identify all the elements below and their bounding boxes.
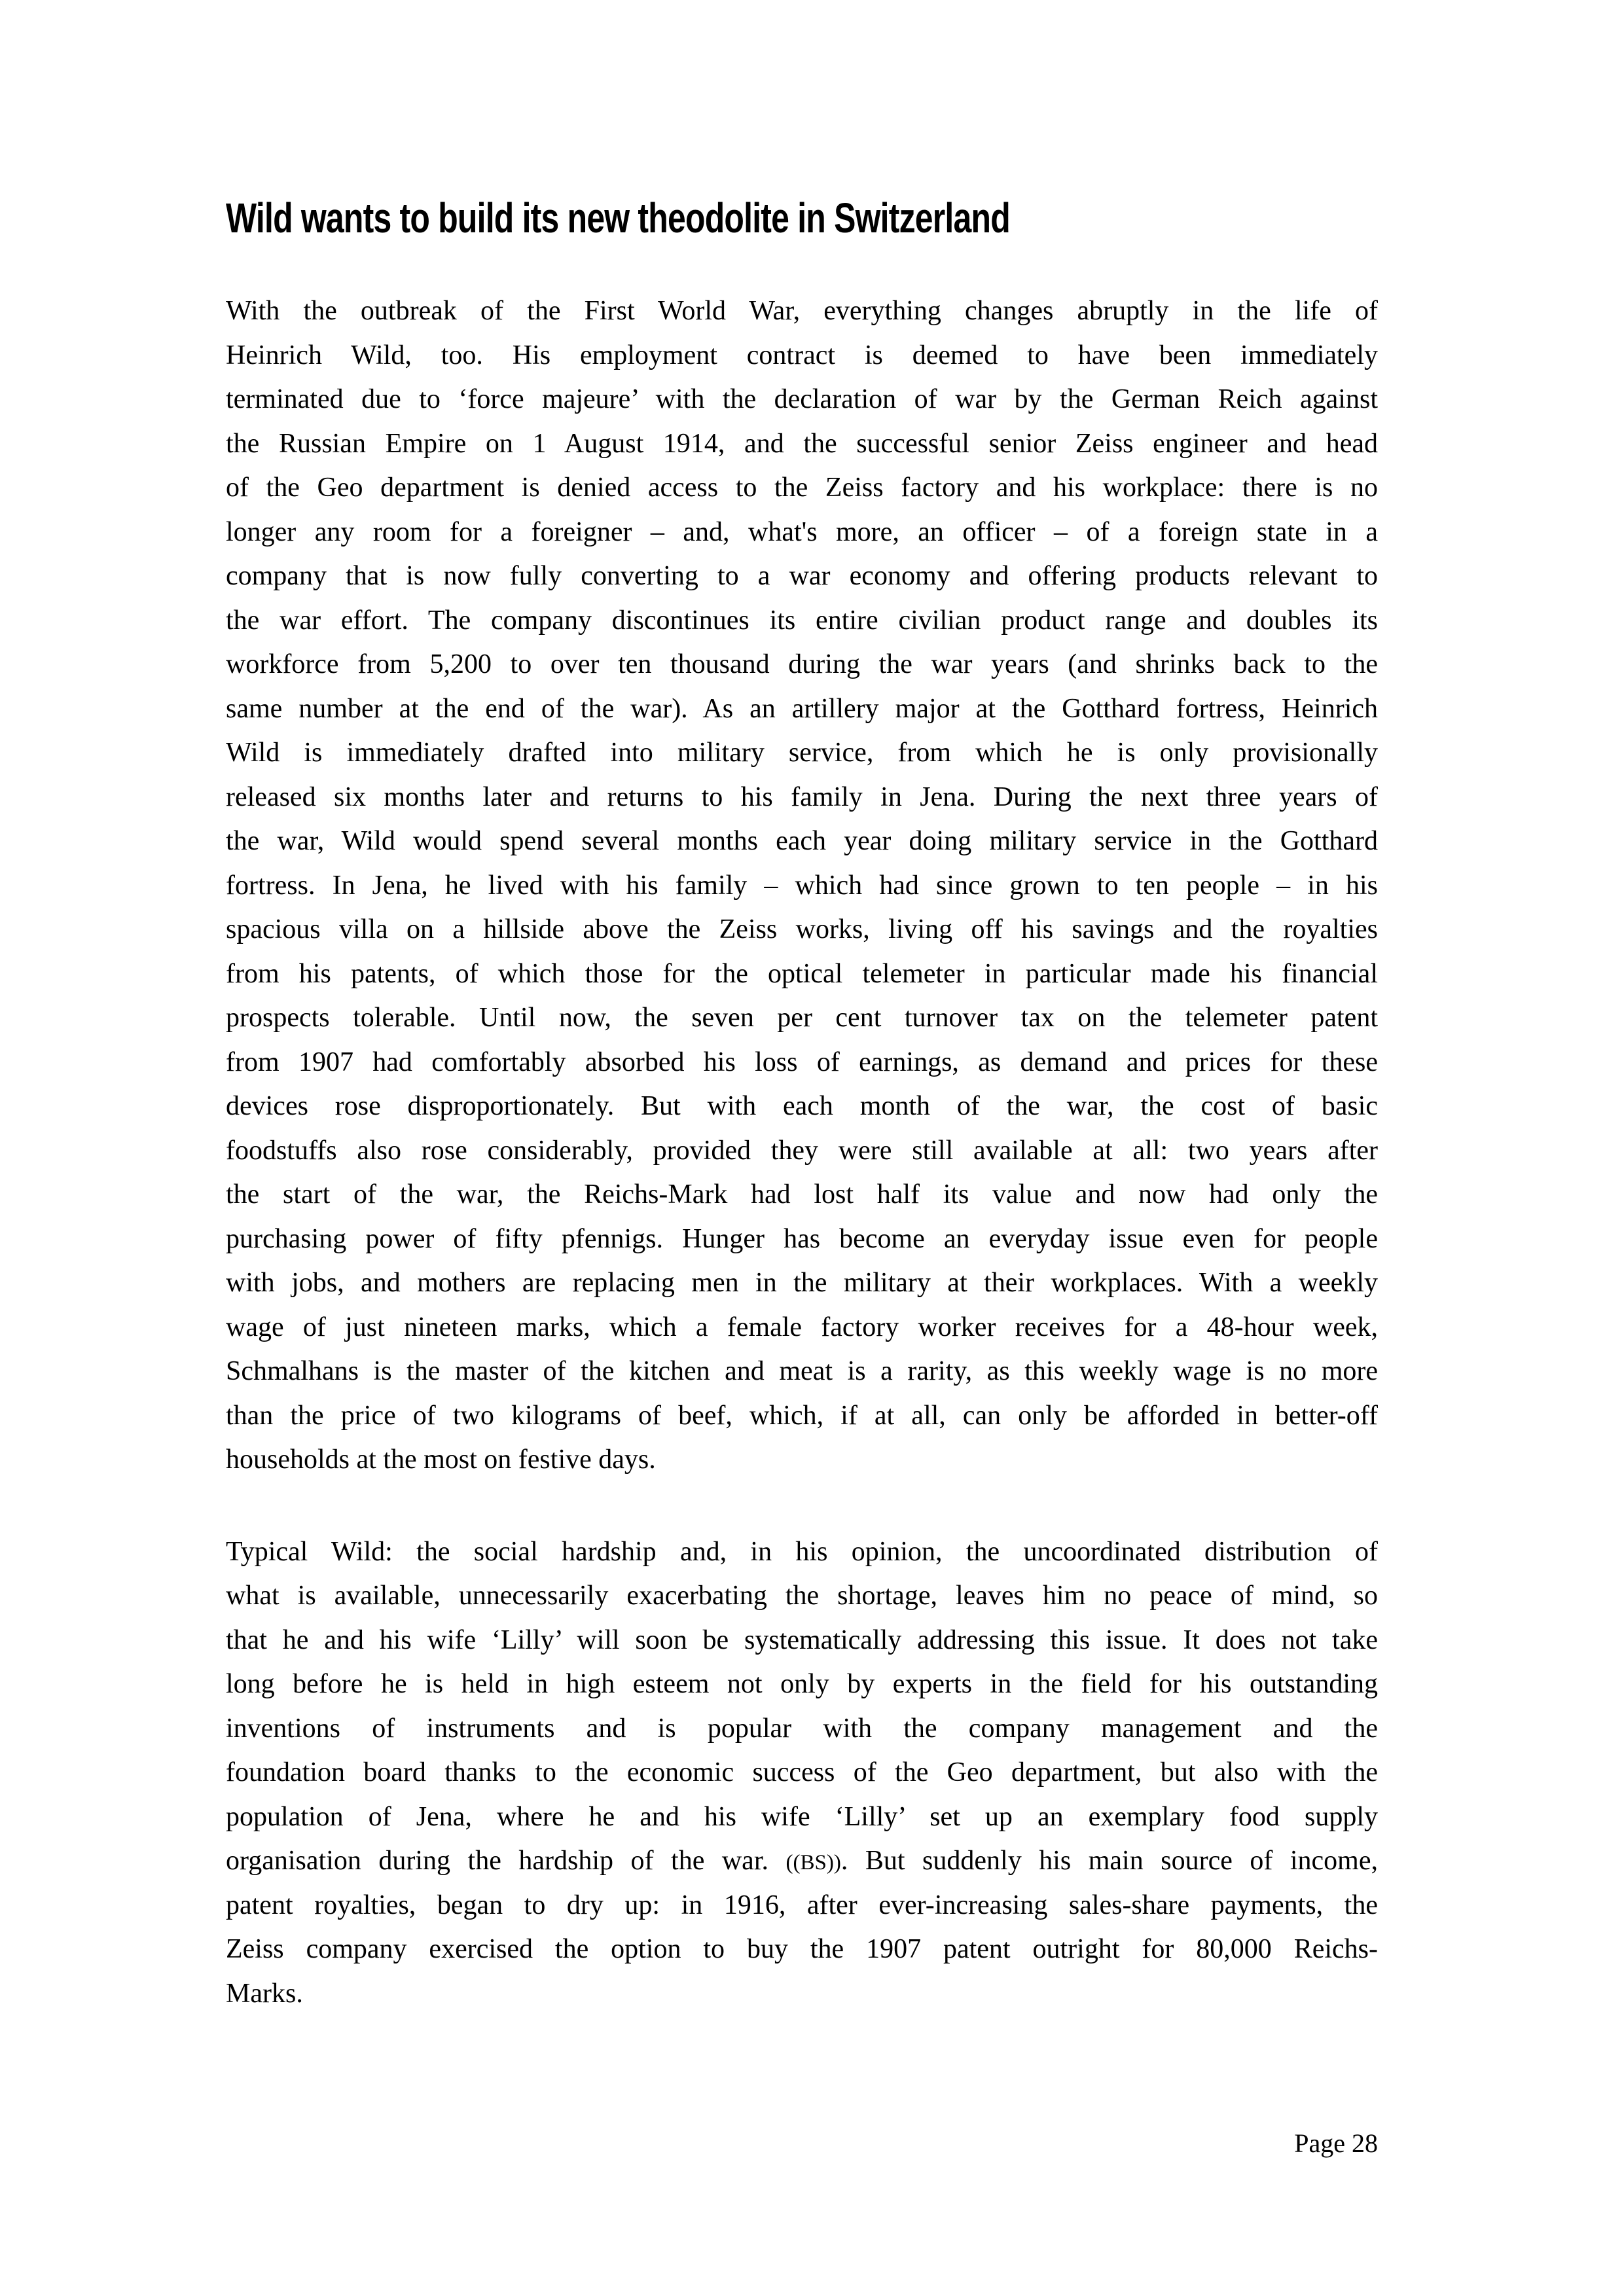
text-line: released six months later and returns to his family in Jena. During the next three years of bbox=[226, 781, 1378, 812]
text-line: Typical Wild: the social hardship and, in his opinion, the uncoordinated distribution of bbox=[226, 1536, 1378, 1567]
text-line: with jobs, and mothers are replacing men in the military at their workplaces. With a weekly bbox=[226, 1268, 1378, 1298]
text-line: the start of the war, the Reichs-Mark had lost half its value and now had only the bbox=[226, 1179, 1378, 1210]
text-line: foundation board thanks to the economic success of the Geo department, but also with the bbox=[226, 1757, 1378, 1787]
text-line: fortress. In Jena, he lived with his family – which had since grown to ten people – in his bbox=[226, 870, 1378, 901]
paragraph bbox=[226, 289, 1378, 1482]
text-line: the Russian Empire on 1 August 1914, and the successful senior Zeiss engineer and head bbox=[226, 428, 1378, 459]
text-line: inventions of instruments and is popular with the company management and the bbox=[226, 1713, 1378, 1744]
text-line: households at the most on festive days. bbox=[226, 1444, 656, 1475]
text-line: the war, Wild would spend several months each year doing military service in the Gotthard bbox=[226, 826, 1378, 856]
text-line: what is available, unnecessarily exacerbating the shortage, leaves him no peace of mind, so bbox=[226, 1581, 1378, 1611]
text-line: that he and his wife ‘Lilly’ will soon be systematically addressing this issue. It does not take bbox=[226, 1624, 1378, 1655]
text-line: same number at the end of the war). As an artillery major at the Gotthard fortress, Heinrich bbox=[226, 693, 1378, 724]
text-line: workforce from 5,200 to over ten thousand during the war years (and shrinks back to the bbox=[226, 649, 1378, 679]
text-line: terminated due to ‘force majeure’ with the declaration of war by the German Reich against bbox=[226, 384, 1378, 414]
inline-text: . But suddenly his main source of income, bbox=[840, 1846, 1378, 1876]
text-line: long before he is held in high esteem not only by experts in the field for his outstanding bbox=[226, 1669, 1378, 1699]
page-number: Page 28 bbox=[1294, 2128, 1378, 2158]
text-line bbox=[226, 1839, 1378, 1884]
text-line: Zeiss company exercised the option to buy the 1907 patent outright for 80,000 Reichs- bbox=[226, 1934, 1378, 1964]
text-line: company that is now fully converting to a war economy and offering products relevant to bbox=[226, 561, 1378, 591]
text-line: from his patents, of which those for the optical telemeter in particular made his financial bbox=[226, 958, 1378, 989]
text-line: Marks. bbox=[226, 1978, 303, 2009]
paragraph bbox=[226, 1530, 1378, 2017]
text-line: foodstuffs also rose considerably, provided they were still available at all: two years after bbox=[226, 1135, 1378, 1166]
text-line: than the price of two kilograms of beef, which, if at all, can only be afforded in better-off bbox=[226, 1400, 1378, 1431]
text-line: Wild is immediately drafted into military service, from which he is only provisionally bbox=[226, 738, 1378, 768]
text-line: patent royalties, began to dry up: in 1916, after ever-increasing sales-share payments, the bbox=[226, 1890, 1378, 1920]
text-line: from 1907 had comfortably absorbed his loss of earnings, as demand and prices for these bbox=[226, 1047, 1378, 1077]
text-line: devices rose disproportionately. But with each month of the war, the cost of basic bbox=[226, 1091, 1378, 1121]
text-line: of the Geo department is denied access to the Zeiss factory and his workplace: there is no bbox=[226, 473, 1378, 503]
text-line: longer any room for a foreigner – and, what's more, an officer – of a foreign state in a bbox=[226, 516, 1378, 547]
text-line: population of Jena, where he and his wife ‘Lilly’ set up an exemplary food supply bbox=[226, 1801, 1378, 1832]
page-title: Wild wants to build its new theodolite in Switzerland bbox=[226, 194, 1010, 242]
text-line: prospects tolerable. Until now, the seven per cent turnover tax on the telemeter patent bbox=[226, 1003, 1378, 1033]
text-line: purchasing power of fifty pfennigs. Hunger has become an everyday issue even for people bbox=[226, 1223, 1378, 1254]
inline-note: ((BS)) bbox=[785, 1851, 841, 1874]
body-text bbox=[226, 289, 1378, 2016]
text-line: With the outbreak of the First World War, everything changes abruptly in the life of bbox=[226, 296, 1378, 326]
text-line: the war effort. The company discontinues its entire civilian product range and doubles its bbox=[226, 605, 1378, 636]
text-line: wage of just nineteen marks, which a female factory worker receives for a 48-hour week, bbox=[226, 1312, 1378, 1342]
inline-text: organisation during the hardship of the war. bbox=[226, 1846, 786, 1876]
text-line: Schmalhans is the master of the kitchen and meat is a rarity, as this weekly wage is no more bbox=[226, 1356, 1378, 1386]
text-line: Heinrich Wild, too. His employment contract is deemed to have been immediately bbox=[226, 340, 1378, 370]
text-line: spacious villa on a hillside above the Zeiss works, living off his savings and the royalties bbox=[226, 914, 1378, 944]
